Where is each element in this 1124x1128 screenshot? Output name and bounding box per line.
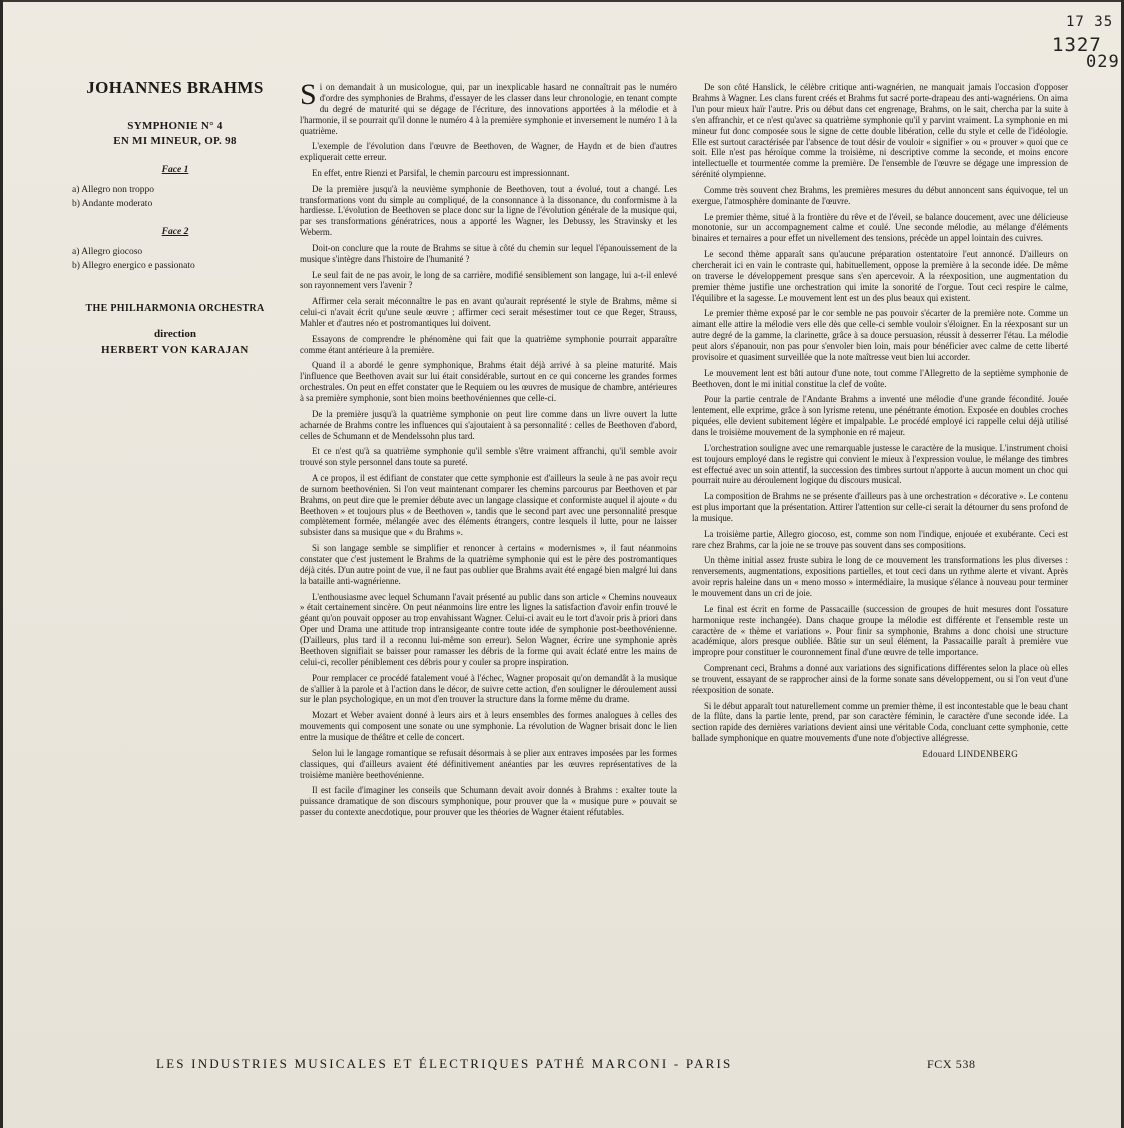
- paragraph: De la première jusqu'à la quatrième symphonie on peut lire comme dans un livre ouvert la lutte acharnée de Brahms contre les influences qui s'ajoutaient à sa personnalité : celles de Beethoven d'abord, celles de Schumann et de Mendelssohn plus tard.: [300, 408, 677, 441]
- publisher-line: LES INDUSTRIES MUSICALES ET ÉLECTRIQUES PATHÉ MARCONI - PARIS: [156, 1056, 733, 1071]
- liner-notes-column-2: [692, 82, 1068, 760]
- left-edge: [0, 0, 3, 1128]
- paragraph: Pour la partie centrale de l'Andante Brahms a inventé une mélodie d'une grande fécondité. Jouée lentement, elle exprime, grâce à son lyrisme retenu, une pénétrante émotion. Exposée en doubles croches piquées, elle devient subitement légère et impalpable. Le procédé employé ici rappelle celui déjà utilisé dans le troisième mouvement de la symphonie en ré majeur.: [692, 394, 1068, 438]
- paragraph: La troisième partie, Allegro giocoso, est, comme son nom l'indique, enjouée et exubérante. Ceci est rare chez Brahms, car la joie ne se trouve pas souvent dans ses compositions.: [692, 528, 1068, 550]
- drop-cap: S: [300, 78, 317, 111]
- paragraph: Le premier thème exposé par le cor semble ne pas pouvoir s'écarter de la première note. Comme un aimant elle attire la mélodie vers elle dès que celle-ci semble vouloir s'éloigner. En la réexposant sur un autre degré de la gamme, la clarinette, grâce à sa douce persuasion, réussit à desserrer l'étau. La mélodie peut alors s'épanouir, non pas pour s'envoler bien loin, mais pour bénéficier avec calme de cette liberté provisoire et quasiment surveillée que la note maîtresse veut bien lui accorder.: [692, 308, 1068, 363]
- paragraph: Essayons de comprendre le phénomène qui fait que la quatrième symphonie pourrait apparaître comme étant antérieure à la première.: [300, 333, 677, 355]
- handwritten-mark: 17 35: [1066, 14, 1114, 30]
- author-signature: Edouard LINDENBERG: [922, 749, 1018, 759]
- composer-name: JOHANNES BRAHMS: [86, 78, 264, 97]
- paragraph: Doit-on conclure que la route de Brahms se situe à côté du chemin sur lequel l'épanouissement de la musique s'intègre dans l'histoire de l'humanité ?: [300, 242, 677, 264]
- paragraph: La composition de Brahms ne se présente d'ailleurs pas à une orchestration « décorative ». Le contenu est plus important que la présentation. Attirer l'attention sur celle-ci serait la détourner du sens profond de la musique.: [692, 491, 1068, 523]
- direction-label: direction: [154, 328, 196, 340]
- paragraph: L'exemple de l'évolution dans l'œuvre de Beethoven, de Wagner, de Haydn et de bien d'autres expliquerait cette erreur.: [300, 141, 677, 163]
- side-label: Face 2: [161, 227, 189, 237]
- paragraph: De la première jusqu'à la neuvième symphonie de Beethoven, tout a évolué, tout a changé. Les transformations vont du simple au compliqué, de la consonnance à la dissonance, du conformisme à la hardiesse. L'évolution de Beethoven se place donc sur la ligne de l'évolution générale de la musique qui, par ses transformations génératrices, nous a apporté les Wagner, les Debussy, les Stravinsky et les Weberm.: [300, 183, 677, 238]
- handwritten-number: 029: [1086, 52, 1120, 72]
- side-label: Face 1: [161, 165, 189, 175]
- top-edge: [0, 0, 1124, 2]
- work-title-line2: EN MI MINEUR, OP. 98: [113, 135, 237, 147]
- paragraph: A ce propos, il est édifiant de constater que cette symphonie est d'ailleurs la seule à ne pas avoir reçu de surnom beethovénien. Si l'on veut maintenant comparer les chemins parcourus par Beethoven et par Brahms, on peut dire que le premier débute avec un langage classique et conformiste auquel il ajoute « du Beethoven » et toujours plus « de Beethoven », tandis que le second part avec une personnalité presque complètement formée, mélangée avec des éléments étrangers, contre lesquels il lutte, pour ne laisser subsister dans sa musique que « du Brahms ».: [300, 472, 677, 538]
- paragraph: L'orchestration souligne avec une remarquable justesse le caractère de la musique. L'instrument choisi est toujours employé dans le registre qui convient le mieux à l'expression voulue, le mélange des timbres est effectué avec un soin attentif, la succession des timbres surtout n'apporte à aucun moment un choc qui pourrait nuire au déroulement logique du discours musical.: [692, 442, 1068, 486]
- paragraph: Quand il a abordé le genre symphonique, Brahms était déjà arrivé à sa pleine maturité. Mais l'influence que Beethoven avait sur lui était considérable, surtout en ce qui concerne les grandes formes orchestrales. On peut en effet constater que le Requiem ou les œuvres de musique de chambre, antérieures à sa première symphonie, sont bien moins beethovéniennes que celle-ci.: [300, 360, 677, 404]
- paragraph: Affirmer cela serait méconnaître le pas en avant qu'aurait représenté le style de Brahms, même si celui-ci n'avait écrit qu'une seule œuvre ; affirmer ceci serait mésestimer tout ce que Reger, Strauss, Mahler et d'autres néo et postromantiques lui doivent.: [300, 296, 677, 328]
- movement-item: a) Allegro non troppo: [72, 185, 155, 195]
- paragraph: Il est facile d'imaginer les conseils que Schumann devait avoir donnés à Brahms : exalter toute la puissance dramatique de son discours symphonique, pour prouver que la « musique pure » pouvait se passer du contexte anecdotique, pour prouver que les théories de Wagner étaient réfutables.: [300, 785, 677, 818]
- album-info: [60, 78, 290, 356]
- paragraph: Si le début apparaît tout naturellement comme un premier thème, il est incontestable que le beau chant de la flûte, dans la partie lente, prend, par son caractère féminin, le caractère d'une seconde idée. La section rapide des dernières variations devient ainsi une véritable Coda, concluant cette symphonie, cette ballade symphonique en quatre mouvements d'une note d'objective allégresse.: [692, 700, 1068, 744]
- orchestra-name: THE PHILHARMONIA ORCHESTRA: [85, 303, 265, 314]
- paragraph: Et ce n'est qu'à sa quatrième symphonie qu'il semble s'être vraiment affranchi, qu'il semble avoir trouvé son style personnel dans toute sa pureté.: [300, 446, 677, 468]
- paragraph: Comprenant ceci, Brahms a donné aux variations des significations différentes selon la place où elles se trouvent, essayant de se rapprocher ainsi de la forme sonate sans développement, ou si l'on veut d'une réexposition de sonate.: [692, 663, 1068, 695]
- movement-item: a) Allegro giocoso: [72, 247, 143, 257]
- paragraph: [300, 78, 677, 137]
- paragraph: Le premier thème, situé à la frontière du rêve et de l'éveil, se balance doucement, avec une délicieuse monotonie, sur un accompagnement calme et coulé. Une seconde mélodie, au mélange d'éléments binaires et ternaires a pour effet un nivellement des tensions, précède un appel lointain des cuivres.: [692, 211, 1068, 244]
- paragraph: Comme très souvent chez Brahms, les premières mesures du début annoncent sans équivoque, tel un exergue, l'atmosphère dominante de l'œuvre.: [692, 184, 1068, 206]
- work-title-line1: SYMPHONIE N° 4: [127, 120, 223, 132]
- paragraph: Le final est écrit en forme de Passacaille (succession de groupes de huit mesures dont l'ossature harmonique reste inchangée). Dans chaque groupe la mélodie est différente et l'ensemble reste un caractère de « thème et variations ». Pour finir sa symphonie, Brahms a donc choisi une structure académique, alors presque oubliée. Bâtie sur un seul élément, la Passacaille paraît à première vue impropre pour constituer le couronnement final d'une œuvre de telle importance.: [692, 603, 1068, 658]
- liner-notes-column-1: [300, 78, 677, 823]
- paragraph: Le seul fait de ne pas avoir, le long de sa carrière, modifié sensiblement son langage, lui a-t-il enlevé son rayonnement vers l'avenir ?: [300, 269, 677, 291]
- movement-item: b) Andante moderato: [72, 199, 153, 209]
- catalog-number: FCX 538: [927, 1057, 976, 1071]
- paragraph: Le second thème apparaît sans qu'aucune préparation ostentatoire l'eut annoncé. D'ailleurs on chercherait ici en vain le contraste qui, habituellement, oppose la première à la seconde idée. De même on traverse le développement presque sans s'en apercevoir. A la réexposition, une augmentation du premier thème justifie une orchestration qui imite la sonorité de l'orgue. Tout ceci respire le calme, l'équilibre et la sagesse. Le mouvement lent est un des plus beaux qui existent.: [692, 249, 1068, 303]
- conductor-name: HERBERT VON KARAJAN: [101, 344, 249, 356]
- handwritten-number: 1327: [1052, 34, 1102, 56]
- paragraph: Mozart et Weber avaient donné à leurs airs et à leurs ensembles des formes analogues à celles des mouvements qui composent une sonate ou une symphonie. La révolution de Wagner brisait donc le lien entre la musique de théâtre et celle de concert.: [300, 710, 677, 742]
- paragraph: Selon lui le langage romantique se refusait désormais à se plier aux entraves imposées par les formes classiques, qui d'ailleurs avaient été définitivement anéanties par les œuvres représentatives de la troisième manière beethovénienne.: [300, 747, 677, 780]
- paragraph: De son côté Hanslick, le célèbre critique anti-wagnérien, ne manquait jamais l'occasion d'opposer Brahms à Wagner. Les clans furent créés et Brahms fut sacré porte-drapeau des anti-wagnériens. On aima l'un pour mieux haïr l'autre. Pris ou début dans cet engrenage, Brahms, on le sait, chercha par la suite à s'en affranchir, et ce n'est qu'avec sa quatrième symphonie qu'il y parvint vraiment. La symphonie en mi mineur fut donc composée sous le signe de cette double libération, celle du style et celle de l'idéologie. Elle est surtout caractérisée par l'absence de tout désir de vouloir « signifier » ou « prouver » quoi que ce soit. Elle n'est pas héroïque comme la troisième, ni descriptive comme la seconde, et moins encore intellectuelle et tourmentée comme la première. De l'ensemble de l'œuvre se dégage une impression de sérénité olympienne.: [692, 82, 1068, 180]
- paragraph: Le mouvement lent est bâti autour d'une note, tout comme l'Allegretto de la septième symphonie de Beethoven, dont le mi initial constitue la clef de voûte.: [692, 367, 1068, 389]
- paragraph: Si son langage semble se simplifier et renoncer à certains « modernismes », il faut néanmoins constater que c'est justement le Brahms de la quatrième symphonie qui est le père des postromantiques déjà cités. D'un autre point de vue, il ne faut pas oublier que Brahms avait été engagé bien malgré lui dans la bataille anti-wagnérienne.: [300, 543, 677, 586]
- paragraph: L'enthousiasme avec lequel Schumann l'avait présenté au public dans son article « Chemins nouveaux » était certainement sincère. On peut néanmoins lire entre les lignes la satisfaction d'avoir enfin trouvé le géant qu'on pouvait opposer au trop envahissant Wagner. Celui-ci avait eu le tort d'avoir pris à priori dans Oper und Drama une attitude trop intransigeante contre toute idée de symphonie post-beethovénienne. (D'ailleurs, plus tard il a reconnu lui-même son erreur). Selon Wagner, écrire une symphonie après Beethoven signifiait se baisser pour ramasser les débris de la forme qui avait éclaté entre les mains de celui-ci, recoller péniblement ces débris pour y couler sa propre inspiration.: [300, 591, 677, 667]
- paragraph: Pour remplacer ce procédé fatalement voué à l'échec, Wagner proposait qu'on demandât à la musique de s'allier à la parole et à l'action dans le décor, de suivre cette action, d'en souligner le déroulement aussi sur le plan psychologique, en un mot d'en trouver la structure dans la forme même du drame.: [300, 672, 677, 705]
- paragraph: En effet, entre Rienzi et Parsifal, le chemin parcouru est impressionnant.: [312, 167, 570, 178]
- movement-item: b) Allegro energico e passionato: [72, 261, 195, 271]
- paragraph: Un thème initial assez fruste subira le long de ce mouvement les transformations les plus diverses : renversements, augmentations, expositions partielles, et tout ceci dans un rythme alerte et vivant. Après avoir repris haleine dans un « meno mosso » intermédiaire, la musique s'élance à nouveau pour terminer le mouvement dans un cri de joie.: [692, 555, 1068, 599]
- paragraph-text: i on demandait à un musicologue, qui, par un inexplicable hasard ne connaîtrait pas le numéro d'ordre des symphonies de Brahms, d'essayer de les classer dans leur chronologie, en tenant compte du degré de maturité qui se dégage de l'écriture, des innovations apportées à la mélodie et à l'harmonie, il se pourrait qu'il donne le numéro 4 à la première symphonie et inversement le numéro 1 à la quatrième.: [300, 82, 677, 136]
